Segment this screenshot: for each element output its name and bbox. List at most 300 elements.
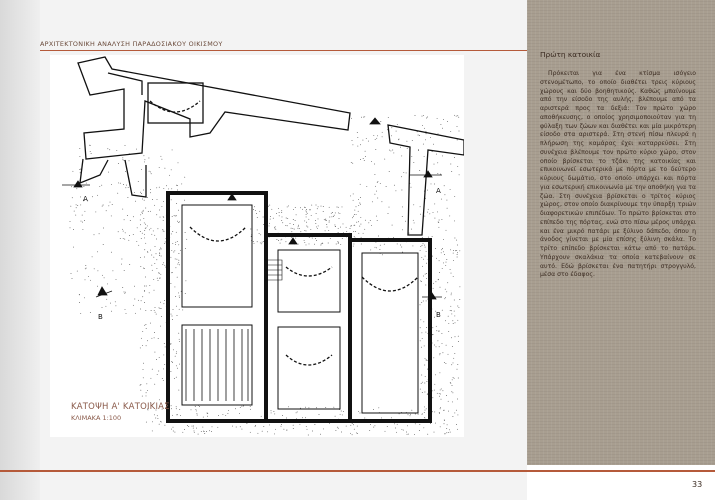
stipple-dot (288, 406, 289, 407)
stipple-dot (179, 339, 180, 340)
stipple-dot (308, 435, 309, 436)
stipple-dot (429, 213, 430, 214)
stipple-dot (448, 411, 449, 412)
stipple-dot (286, 218, 287, 219)
stipple-dot (387, 426, 388, 427)
stipple-dot (118, 231, 119, 232)
stipple-dot (159, 255, 160, 256)
stipple-dot (147, 197, 148, 198)
stipple-dot (85, 268, 86, 269)
stipple-dot (257, 241, 258, 242)
stipple-dot (449, 215, 450, 216)
stipple-dot (424, 216, 425, 217)
stipple-dot (426, 251, 427, 252)
stipple-dot (103, 228, 104, 229)
stipple-dot (160, 156, 161, 157)
stipple-dot (159, 210, 160, 211)
stipple-dot (160, 274, 161, 275)
stipple-dot (426, 118, 427, 119)
stipple-dot (124, 160, 125, 161)
stipple-dot (174, 378, 175, 379)
stipple-dot (298, 225, 299, 226)
stipple-dot (120, 238, 121, 239)
stipple-dot (427, 369, 428, 370)
stipple-dot (150, 378, 151, 379)
stipple-dot (111, 311, 112, 312)
stipple-dot (171, 169, 172, 170)
stipple-dot (79, 169, 80, 170)
stipple-dot (140, 390, 141, 391)
stipple-dot (424, 383, 425, 384)
stipple-dot (279, 212, 280, 213)
stipple-dot (375, 186, 376, 187)
stipple-dot (79, 294, 80, 295)
stipple-dot (439, 260, 440, 261)
stipple-dot (156, 268, 157, 269)
stipple-dot (356, 206, 357, 207)
stipple-dot (173, 309, 174, 310)
stipple-dot (269, 205, 270, 206)
stipple-dot (432, 256, 433, 257)
stipple-dot (432, 327, 433, 328)
stipple-dot (83, 186, 84, 187)
stipple-dot (440, 174, 441, 175)
stipple-dot (274, 413, 275, 414)
stipple-dot (154, 290, 155, 291)
stipple-dot (318, 225, 319, 226)
stipple-dot (445, 320, 446, 321)
stipple-dot (262, 431, 263, 432)
stipple-dot (426, 381, 427, 382)
stipple-dot (178, 162, 179, 163)
stipple-dot (351, 118, 352, 119)
stipple-dot (177, 315, 178, 316)
stipple-dot (86, 183, 87, 184)
stipple-dot (425, 274, 426, 275)
stipple-dot (426, 359, 427, 360)
stipple-dot (80, 313, 81, 314)
stipple-dot (392, 150, 393, 151)
stipple-dot (290, 223, 291, 224)
stipple-dot (371, 161, 372, 162)
stipple-dot (391, 135, 392, 136)
stipple-dot (318, 206, 319, 207)
stipple-dot (424, 406, 425, 407)
stipple-dot (275, 429, 276, 430)
stipple-dot (125, 309, 126, 310)
stipple-dot (173, 349, 174, 350)
stipple-dot (434, 218, 435, 219)
stipple-dot (457, 166, 458, 167)
stipple-dot (270, 216, 271, 217)
stipple-dot (193, 426, 194, 427)
stipple-dot (184, 429, 185, 430)
stipple-dot (275, 228, 276, 229)
stipple-dot (71, 186, 72, 187)
stipple-dot (188, 426, 189, 427)
stipple-dot (255, 425, 256, 426)
stipple-dot (176, 351, 177, 352)
stipple-dot (196, 410, 197, 411)
stipple-dot (129, 264, 130, 265)
stipple-dot (110, 202, 111, 203)
stipple-dot (449, 429, 450, 430)
stipple-dot (400, 147, 401, 148)
stipple-dot (299, 424, 300, 425)
stipple-dot (121, 259, 122, 260)
stipple-dot (358, 199, 359, 200)
stipple-dot (203, 431, 204, 432)
stipple-dot (413, 220, 414, 221)
stipple-dot (255, 210, 256, 211)
stipple-dot (400, 245, 401, 246)
stipple-dot (346, 426, 347, 427)
stipple-dot (437, 173, 438, 174)
stipple-dot (441, 399, 442, 400)
stipple-dot (411, 187, 412, 188)
stipple-dot (203, 417, 204, 418)
stipple-dot (95, 211, 96, 212)
stipple-dot (320, 245, 321, 246)
stipple-dot (440, 408, 441, 409)
stipple-dot (171, 408, 172, 409)
stipple-dot (180, 250, 181, 251)
stipple-dot (76, 204, 77, 205)
stipple-dot (439, 393, 440, 394)
left-gray-strip (0, 0, 40, 500)
stipple-dot (455, 336, 456, 337)
stipple-dot (363, 233, 364, 234)
stipple-dot (407, 425, 408, 426)
stipple-dot (118, 163, 119, 164)
stipple-dot (304, 207, 305, 208)
stipple-dot (278, 208, 279, 209)
stipple-dot (107, 283, 108, 284)
stipple-dot (381, 417, 382, 418)
stipple-dot (315, 220, 316, 221)
stipple-dot (385, 431, 386, 432)
stipple-dot (361, 117, 362, 118)
stipple-dot (163, 354, 164, 355)
stipple-dot (419, 424, 420, 425)
stipple-dot (442, 155, 443, 156)
stipple-dot (333, 407, 334, 408)
stipple-dot (394, 185, 395, 186)
stipple-dot (152, 369, 153, 370)
stipple-dot (425, 247, 426, 248)
stipple-dot (325, 230, 326, 231)
stipple-dot (363, 158, 364, 159)
stipple-dot (163, 262, 164, 263)
stipple-dot (185, 248, 186, 249)
stipple-dot (175, 242, 176, 243)
stipple-dot (316, 213, 317, 214)
stipple-dot (328, 243, 329, 244)
stipple-dot (170, 371, 171, 372)
stipple-dot (338, 243, 339, 244)
stipple-dot (92, 196, 93, 197)
stipple-dot (325, 407, 326, 408)
stipple-dot (294, 229, 295, 230)
stipple-dot (149, 171, 150, 172)
stipple-dot (401, 176, 402, 177)
stipple-dot (454, 412, 455, 413)
stipple-dot (357, 137, 358, 138)
stipple-dot (154, 310, 155, 311)
stipple-dot (371, 225, 372, 226)
stipple-dot (401, 155, 402, 156)
stipple-dot (436, 154, 437, 155)
stipple-dot (424, 417, 425, 418)
stipple-dot (420, 250, 421, 251)
stipple-dot (207, 416, 208, 417)
stipple-dot (436, 330, 437, 331)
stipple-dot (134, 299, 135, 300)
stipple-dot (144, 237, 145, 238)
stipple-dot (122, 229, 123, 230)
stipple-dot (134, 286, 135, 287)
stipple-dot (384, 159, 385, 160)
plan-walls (78, 57, 464, 421)
stipple-dot (420, 304, 421, 305)
stipple-dot (360, 159, 361, 160)
stipple-dot (179, 297, 180, 298)
stipple-dot (164, 231, 165, 232)
stipple-dot (259, 211, 260, 212)
stipple-dot (450, 189, 451, 190)
stipple-dot (360, 413, 361, 414)
stipple-dot (437, 211, 438, 212)
stipple-dot (424, 392, 425, 393)
stipple-dot (125, 171, 126, 172)
stipple-dot (433, 144, 434, 145)
stipple-dot (457, 369, 458, 370)
stipple-dot (446, 262, 447, 263)
stipple-dot (411, 229, 412, 230)
stipple-dot (163, 303, 164, 304)
stipple-dot (150, 250, 151, 251)
stipple-dot (155, 307, 156, 308)
stipple-dot (164, 343, 165, 344)
stipple-dot (374, 194, 375, 195)
stipple-dot (239, 413, 240, 414)
stipple-dot (287, 206, 288, 207)
stipple-dot (280, 243, 281, 244)
stipple-dot (418, 135, 419, 136)
stipple-dot (143, 268, 144, 269)
stipple-dot (257, 433, 258, 434)
stipple-dot (456, 116, 457, 117)
stipple-dot (103, 244, 104, 245)
stipple-dot (454, 115, 455, 116)
stipple-dot (160, 308, 161, 309)
stipple-dot (299, 228, 300, 229)
stipple-dot (448, 316, 449, 317)
stipple-dot (164, 168, 165, 169)
stipple-dot (293, 428, 294, 429)
stipple-dot (151, 338, 152, 339)
stipple-dot (414, 222, 415, 223)
stipple-dot (159, 167, 160, 168)
stipple-dot (352, 423, 353, 424)
stipple-dot (150, 189, 151, 190)
stipple-dot (156, 359, 157, 360)
stipple-dot (456, 424, 457, 425)
stipple-dot (159, 307, 160, 308)
stipple-dot (436, 346, 437, 347)
stipple-dot (335, 430, 336, 431)
stipple-dot (359, 203, 360, 204)
stipple-dot (174, 215, 175, 216)
stipple-dot (90, 145, 91, 146)
stipple-dot (317, 228, 318, 229)
stipple-dot (164, 243, 165, 244)
stipple-dot (439, 413, 440, 414)
stipple-dot (446, 291, 447, 292)
stipple-dot (158, 338, 159, 339)
stipple-dot (77, 271, 78, 272)
stipple-dot (274, 227, 275, 228)
stipple-dot (261, 416, 262, 417)
stipple-dot (357, 426, 358, 427)
stipple-dot (406, 141, 407, 142)
stipple-dot (101, 185, 102, 186)
stipple-dot (138, 181, 139, 182)
stipple-dot (124, 291, 125, 292)
stipple-dot (432, 236, 433, 237)
stipple-dot (74, 211, 75, 212)
stipple-dot (143, 211, 144, 212)
stipple-dot (250, 406, 251, 407)
stipple-dot (151, 173, 152, 174)
stipple-dot (283, 429, 284, 430)
stipple-dot (331, 216, 332, 217)
stipple-dot (90, 312, 91, 313)
stipple-dot (241, 429, 242, 430)
stipple-dot (271, 410, 272, 411)
stipple-dot (102, 206, 103, 207)
stipple-dot (456, 410, 457, 411)
stipple-dot (106, 210, 107, 211)
stipple-dot (434, 184, 435, 185)
stipple-dot (454, 353, 455, 354)
stipple-dot (420, 214, 421, 215)
stipple-dot (337, 427, 338, 428)
stipple-dot (178, 222, 179, 223)
stipple-dot (360, 204, 361, 205)
stipple-dot (337, 207, 338, 208)
stipple-dot (323, 211, 324, 212)
stipple-dot (263, 426, 264, 427)
stipple-dot (125, 187, 126, 188)
stipple-dot (250, 409, 251, 410)
stipple-dot (423, 243, 424, 244)
stipple-dot (140, 231, 141, 232)
stipple-dot (439, 354, 440, 355)
stipple-dot (146, 395, 147, 396)
stipple-dot (178, 292, 179, 293)
stipple-dot (176, 377, 177, 378)
stipple-dot (179, 264, 180, 265)
stipple-dot (366, 186, 367, 187)
stipple-dot (281, 239, 282, 240)
stipple-dot (338, 428, 339, 429)
stipple-dot (452, 379, 453, 380)
stipple-dot (411, 410, 412, 411)
stipple-dot (448, 432, 449, 433)
stipple-dot (410, 415, 411, 416)
stipple-dot (73, 229, 74, 230)
stipple-dot (117, 193, 118, 194)
stipple-dot (161, 206, 162, 207)
stipple-dot (354, 214, 355, 215)
stipple-dot (187, 425, 188, 426)
stipple-dot (153, 230, 154, 231)
stipple-dot (441, 388, 442, 389)
stipple-dot (138, 300, 139, 301)
stipple-dot (172, 243, 173, 244)
stipple-dot (366, 138, 367, 139)
stipple-dot (144, 286, 145, 287)
stipple-dot (446, 230, 447, 231)
stipple-dot (352, 434, 353, 435)
stipple-dot (142, 331, 143, 332)
stipple-dot (300, 231, 301, 232)
stipple-dot (141, 338, 142, 339)
stipple-dot (444, 433, 445, 434)
stipple-dot (440, 407, 441, 408)
stipple-dot (426, 278, 427, 279)
stipple-dot (418, 150, 419, 151)
stipple-dot (330, 238, 331, 239)
stipple-dot (382, 132, 383, 133)
stipple-dot (111, 252, 112, 253)
stipple-dot (260, 234, 261, 235)
stipple-dot (396, 432, 397, 433)
stipple-dot (163, 188, 164, 189)
stipple-dot (144, 325, 145, 326)
stipple-dot (457, 414, 458, 415)
stipple-dot (94, 234, 95, 235)
stipple-dot (338, 232, 339, 233)
stipple-dot (161, 248, 162, 249)
stipple-dot (158, 272, 159, 273)
stipple-dot (152, 270, 153, 271)
stipple-dot (340, 227, 341, 228)
stipple-dot (338, 228, 339, 229)
stipple-dot (423, 276, 424, 277)
stipple-dot (129, 160, 130, 161)
stipple-dot (122, 157, 123, 158)
stipple-dot (444, 254, 445, 255)
stipple-dot (75, 215, 76, 216)
stipple-dot (185, 232, 186, 233)
stipple-dot (175, 244, 176, 245)
stipple-dot (378, 236, 379, 237)
stipple-dot (151, 310, 152, 311)
stipple-dot (437, 162, 438, 163)
stipple-dot (306, 212, 307, 213)
stipple-dot (357, 132, 358, 133)
stipple-dot (142, 213, 143, 214)
stipple-dot (451, 337, 452, 338)
stipple-dot (422, 245, 423, 246)
stipple-dot (175, 267, 176, 268)
stipple-dot (325, 220, 326, 221)
stipple-dot (135, 313, 136, 314)
stipple-dot (332, 212, 333, 213)
stipple-dot (259, 233, 260, 234)
